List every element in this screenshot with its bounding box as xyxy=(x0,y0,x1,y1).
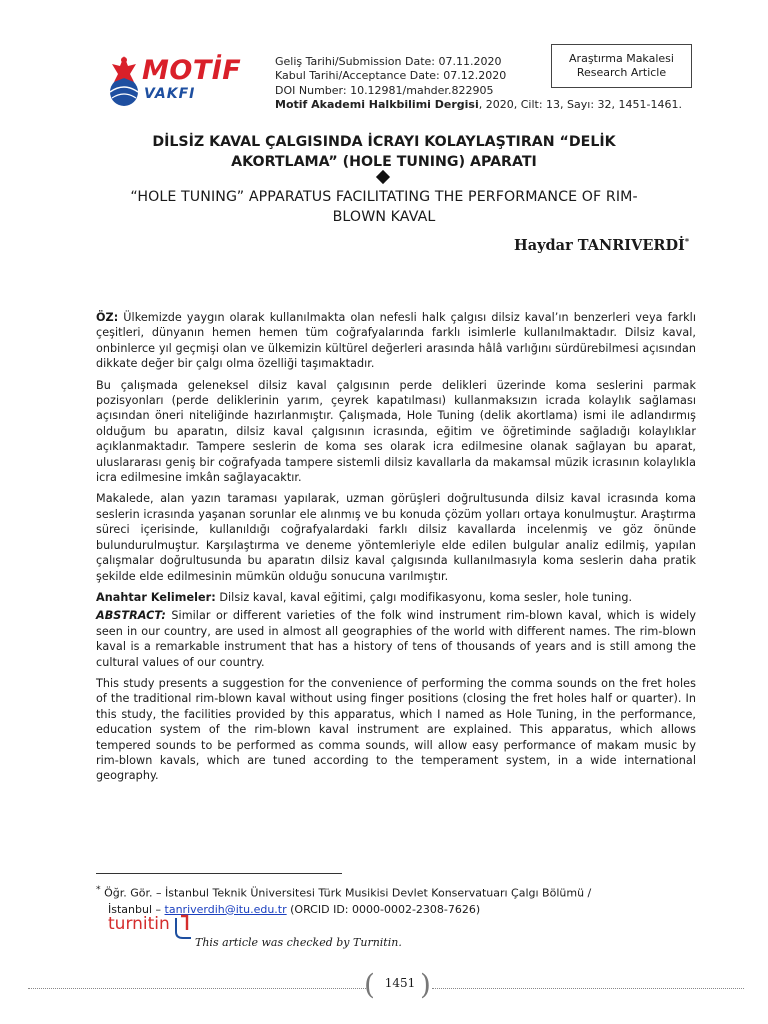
keywords-tr xyxy=(96,590,696,605)
motif-vakfi-logo xyxy=(104,52,264,112)
page-rule-left xyxy=(28,988,366,989)
page-rule-right xyxy=(432,988,744,989)
keywords-label: Anahtar Kelimeler: xyxy=(96,590,216,604)
abstract-tr-p1 xyxy=(96,310,696,372)
title-en-line1: “HOLE TUNING” APPARATUS FACILITATING THE PERFORMANCE OF RIM- xyxy=(130,189,638,205)
doi-number: DOI Number: 10.12981/mahder.822905 xyxy=(275,83,494,97)
brand-secondary: VAKFI xyxy=(144,86,196,102)
footnote-city: İstanbul – xyxy=(108,902,165,916)
footnote-line1 xyxy=(96,882,706,902)
abstract-en-p2: This study presents a suggestion for the convenience of performing the comma sounds on the fret holes of the traditional rim-blown kaval without using finger positions (closing the fret holes half or quarter). In this study, the facilities provided by this apparatus, which I named as Hole Tuning, in the performance, education system of the rim-blown kaval instrument are explained. This apparatus, which allows tempered sounds to be performed as comma sounds, will allow easy performance of makam music by rim-blown kavals, which are tuned according to the temperament system, in a wide international geography. xyxy=(96,676,696,783)
abstract-tr-p1-text: Ülkemizde yaygın olarak kullanılmakta olan nefesli halk çalgısı dilsiz kaval’ın benzerleri veya farklı çeşitleri, dünyanın hemen hemen tüm coğrafyalarında farklı isimlerle kullanılmaktadır. Dilsiz kaval, onbinlerce yıl geçmişi olan ve ülkemizin kültürel değerleri arasında hâlâ varlığını sürdürebilmesi açısından dikkate değer bir çalgı olma özelliği taşımaktadır. xyxy=(96,311,696,371)
abstract-en-p1-text: Similar or different varieties of the folk wind instrument rim-blown kaval, which is widely seen in our country, are used in almost all geographies of the world with different names. The rim-blown kaval is a remarkable instrument that has a history of tens of thousands of years and is still among the cultural values of our country. xyxy=(96,609,696,669)
footnote xyxy=(96,882,706,918)
author-email-link[interactable]: tanriverdih@itu.edu.tr xyxy=(164,902,287,916)
brand-primary: MOTİF xyxy=(142,55,242,86)
article-type-tr: Araştırma Makalesi xyxy=(569,52,674,65)
journal-volume: , 2020, Cilt: 13, Sayı: 32, 1451-1461. xyxy=(478,97,682,111)
abstract-body xyxy=(96,310,696,790)
turnitin-mark-icon xyxy=(173,914,195,940)
abstract-en-p1 xyxy=(96,608,696,670)
keywords-text: Dilsiz kaval, kaval eğitimi, çalgı modifikasyonu, koma sesler, hole tuning. xyxy=(215,590,633,604)
author-name xyxy=(514,236,689,254)
turnitin-logo: turnitin xyxy=(108,914,170,934)
title-tr-line2: AKORTLAMA” (HOLE TUNING) APARATI xyxy=(231,154,537,170)
footnote-rule xyxy=(96,873,342,874)
submission-date: Geliş Tarihi/Submission Date: 07.11.2020 xyxy=(275,55,502,68)
title-en-line2: BLOWN KAVAL xyxy=(332,209,436,225)
footnote-orcid: (ORCID ID: 0000-0002-2308-7626) xyxy=(286,902,481,916)
abstract-tr-p3: Makalede, alan yazın taraması yapılarak, uzman görüşleri doğrultusunda dilsiz kaval icrasında koma seslerin icrasında yaşanan sorunlar ele alınmış ve bu konuda çözüm yolları ortaya konulmuştur. Araştırma süreci içerisinde, kullanıldığı coğrafyalardaki farklı dilsiz kavallarda incelenmiş ve göz önünde bulundurulmuştur. Karşılaştırma ve deneme yöntemleriyle elde edilen bulgular analiz edilmiş, yapılan çalışmalar doğrultusunda bu aparatın dilsiz kaval çalgısında kullanılmasıyla koma seslerin daha pratik şekilde elde edilmesinin mümkün olduğu sonucuna varılmıştır. xyxy=(96,492,696,583)
article-type-en: Research Article xyxy=(576,66,667,79)
acceptance-date: Kabul Tarihi/Acceptance Date: 07.12.2020 xyxy=(275,69,507,83)
title-english xyxy=(80,187,688,227)
abstract-label: ABSTRACT: xyxy=(96,609,166,623)
diamond-separator-icon xyxy=(376,170,390,184)
title-tr-line1: DİLSİZ KAVAL ÇALGISINDA İCRAYI KOLAYLAŞTIRAN “DELİK xyxy=(152,134,616,150)
author-name-text: Haydar TANRIVERDİ xyxy=(514,236,685,254)
journal-name: Motif Akademi Halkbilimi Dergisi xyxy=(275,97,479,111)
footnote-mark: * xyxy=(96,884,101,895)
footnote-affiliation: Öğr. Gör. – İstanbul Teknik Üniversitesi Türk Musikisi Devlet Konservatuarı Çalgı Bölümü / xyxy=(100,886,592,900)
journal-citation xyxy=(275,98,682,112)
author-footnote-mark: * xyxy=(684,236,689,246)
page-number: 1451 xyxy=(384,976,416,990)
page-bracket-left-icon: ( xyxy=(364,968,375,1001)
turnitin-note: This article was checked by Turnitin. xyxy=(195,936,402,949)
logo-emblem-icon xyxy=(104,52,144,110)
oz-label: ÖZ: xyxy=(96,311,119,324)
article-type-box xyxy=(551,44,692,88)
abstract-tr-p2: Bu çalışmada geleneksel dilsiz kaval çalgısının perde delikleri üzerinde koma seslerini parmak pozisyonları (perde deliklerinin yarım, çeyrek kapatılması) kullanmaksızın icrada kolaylık sağlaması açısından öneri niteliğinde hazırlanmıştır. Çalışmada, Hole Tuning (delik akortlama) ismi ile adlandırmış olduğum bu aparatın, dilsiz kaval çalgısının icrasında, eğitim ve öğretiminde sağladığı kolaylıklar açıklanmaktadır. Tampere seslerin de koma ses olarak icra edilmesine olanak sağlayan bu aparat, uluslararası geniş bir coğrafyada tampere sistemli dilsiz kavallarla da makamsal müzik icrasının kolaylıkla icra edilmesine imkân sağlayacaktır. xyxy=(96,378,696,485)
title-turkish xyxy=(100,132,668,172)
page-bracket-right-icon: ) xyxy=(420,968,431,1001)
